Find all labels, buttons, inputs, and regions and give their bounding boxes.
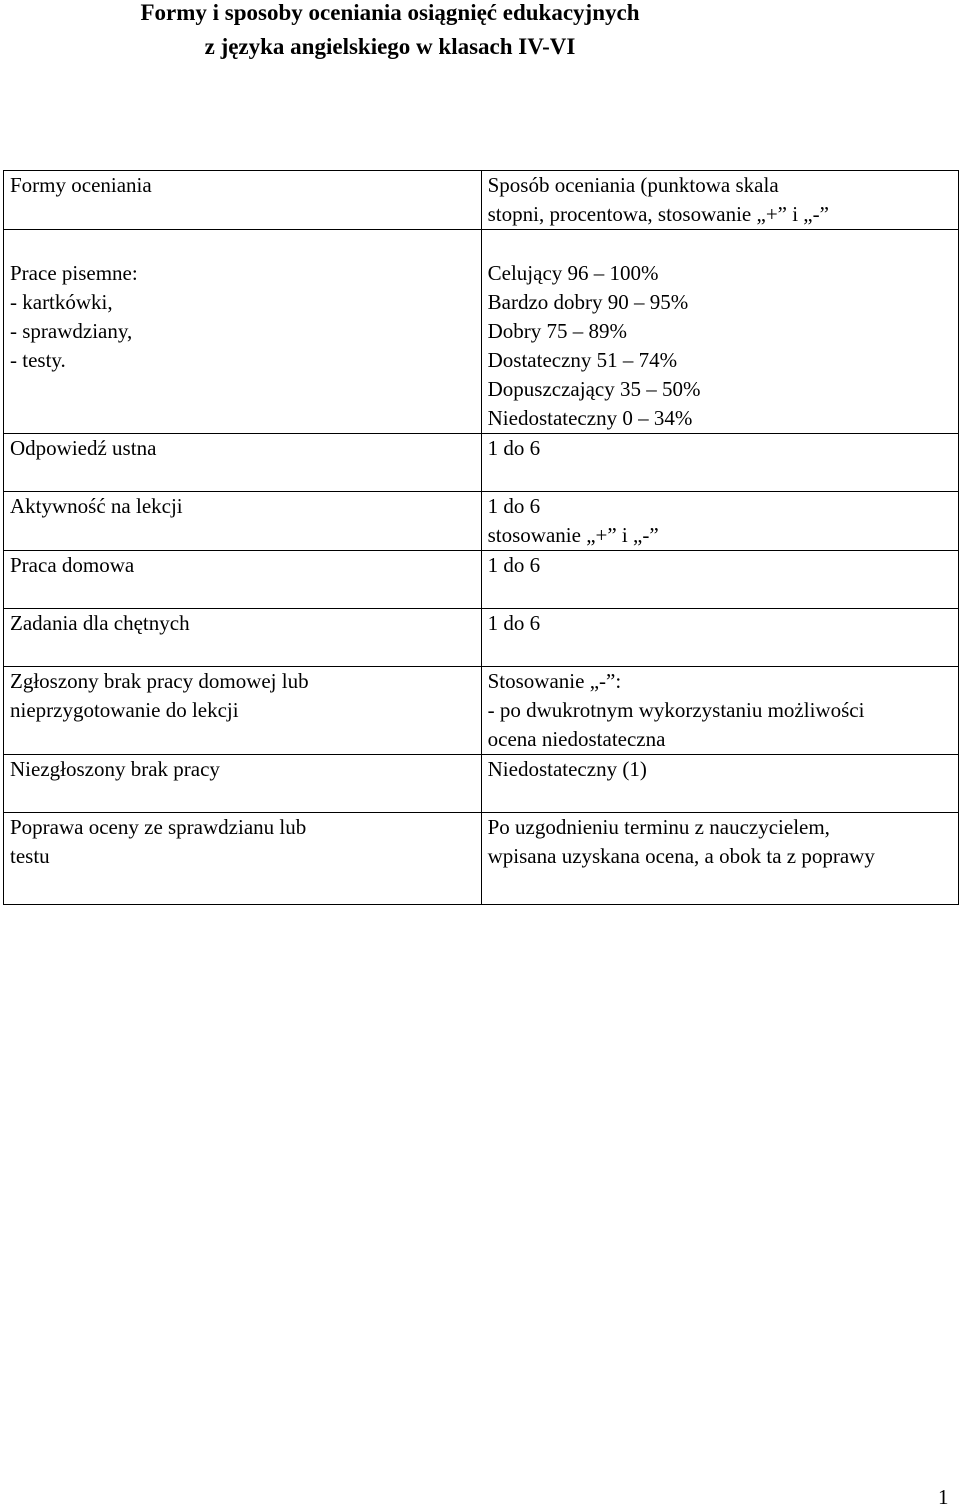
table-row	[4, 492, 959, 551]
form-line: Niezgłoszony brak pracy	[10, 757, 220, 781]
method-line: Dobry 75 – 89%	[487, 319, 628, 343]
page-number: 1	[938, 1485, 949, 1509]
method-line: Celujący 96 – 100%	[487, 261, 659, 285]
method-line: ocena niedostateczna	[487, 727, 666, 751]
method-line: Niedostateczny 0 – 34%	[487, 406, 693, 430]
method-line: 1 do 6	[487, 494, 541, 518]
form-line: Prace pisemne:	[10, 261, 138, 285]
method-line: - po dwukrotnym wykorzystaniu możliwości	[487, 698, 865, 722]
title-line-1: Formy i sposoby oceniania osiągnięć edukacyjnych	[140, 0, 640, 25]
table-row	[4, 551, 959, 609]
form-line: nieprzygotowanie do lekcji	[10, 698, 239, 722]
row-form-cell	[4, 492, 482, 551]
table-row	[4, 755, 959, 813]
row-form-cell	[4, 755, 482, 813]
row-method-cell	[481, 551, 958, 609]
row-form-cell	[4, 609, 482, 667]
table-row	[4, 609, 959, 667]
form-line: Aktywność na lekcji	[10, 494, 183, 518]
form-line: - testy.	[10, 348, 66, 372]
header-forms-label: Formy oceniania	[10, 173, 152, 197]
row-method-cell	[481, 492, 958, 551]
method-line: 1 do 6	[487, 553, 541, 577]
form-line: Zgłoszony brak pracy domowej lub	[10, 669, 309, 693]
grading-table	[3, 170, 959, 905]
method-line: Po uzgodnieniu terminu z nauczycielem,	[487, 815, 830, 839]
table-header-row	[4, 171, 959, 230]
row-form-cell	[4, 813, 482, 905]
method-line: Stosowanie „-”:	[487, 669, 622, 693]
header-method-line: stopni, procentowa, stosowanie „+” i „-”	[487, 202, 829, 226]
row-method-cell	[481, 813, 958, 905]
row-form-cell	[4, 230, 482, 434]
table-row	[4, 434, 959, 492]
row-method-cell	[481, 667, 958, 755]
method-line: Dostateczny 51 – 74%	[487, 348, 678, 372]
method-line: 1 do 6	[487, 611, 541, 635]
table-row	[4, 813, 959, 905]
method-line: 1 do 6	[487, 436, 541, 460]
title-line-2: z języka angielskiego w klasach IV-VI	[204, 34, 576, 59]
header-cell-method	[481, 171, 958, 230]
form-line: Praca domowa	[10, 553, 135, 577]
row-method-cell	[481, 230, 958, 434]
row-form-cell	[4, 667, 482, 755]
row-form-cell	[4, 434, 482, 492]
form-line: - kartkówki,	[10, 290, 113, 314]
row-method-cell	[481, 434, 958, 492]
form-line: Odpowiedź ustna	[10, 436, 157, 460]
method-line: stosowanie „+” i „-”	[487, 523, 659, 547]
row-method-cell	[481, 755, 958, 813]
method-line: wpisana uzyskana ocena, a obok ta z poprawy	[487, 844, 875, 868]
header-cell-forms	[4, 171, 482, 230]
form-line: - sprawdziany,	[10, 319, 133, 343]
method-line: Bardzo dobry 90 – 95%	[487, 290, 689, 314]
method-line: Dopuszczający 35 – 50%	[487, 377, 701, 401]
table-row	[4, 667, 959, 755]
row-form-cell	[4, 551, 482, 609]
row-method-cell	[481, 609, 958, 667]
method-line: Niedostateczny (1)	[487, 757, 647, 781]
form-line: Poprawa oceny ze sprawdzianu lub	[10, 815, 307, 839]
form-line: testu	[10, 844, 50, 868]
table-row	[4, 230, 959, 434]
form-line: Zadania dla chętnych	[10, 611, 190, 635]
header-method-line: Sposób oceniania (punktowa skala	[487, 173, 779, 197]
